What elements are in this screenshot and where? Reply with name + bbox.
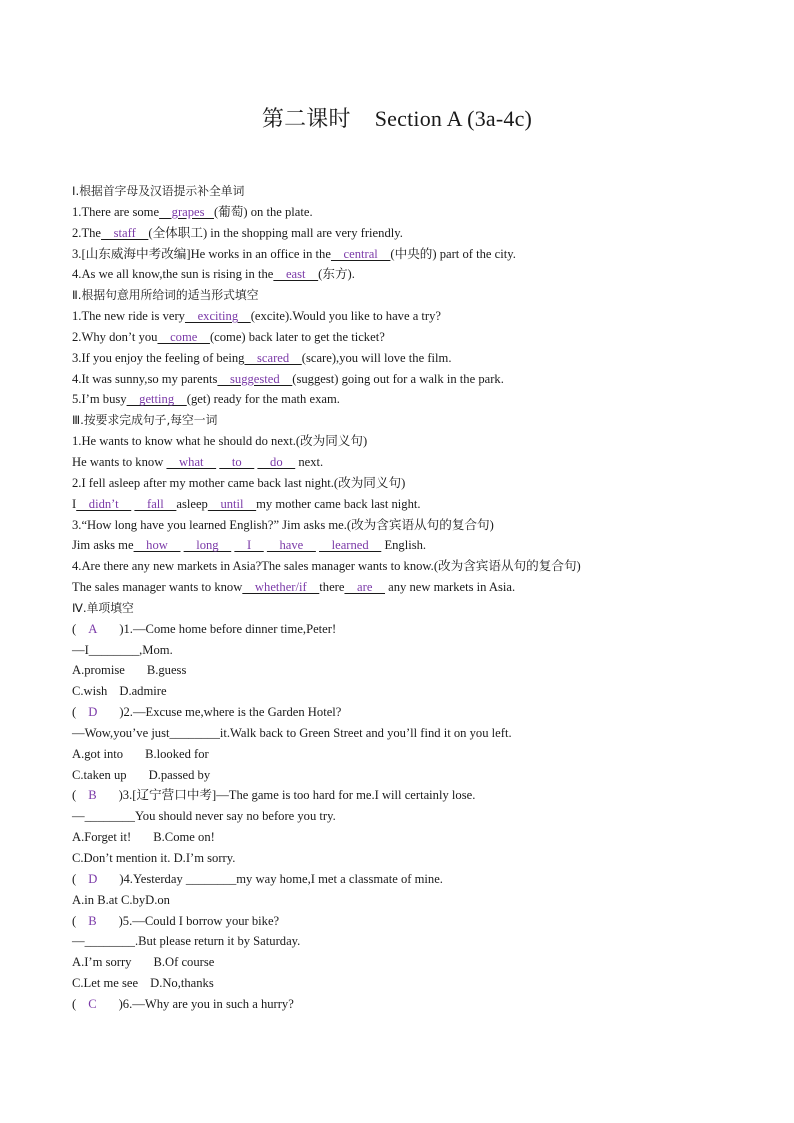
part3-heading: Ⅲ.按要求完成句子,每空一词 <box>72 413 218 428</box>
answer: getting <box>126 392 187 407</box>
answer: staff <box>101 225 149 240</box>
part4-q5-options-ab: A.I’m sorry B.Of course <box>72 955 215 970</box>
part4-q2-options-ab: A.got into B.looked for <box>72 746 209 761</box>
part1-q3: 3.[山东威海中考改编]He works in an office in the central (中央的) part of the city. <box>72 246 516 261</box>
choice-answer: B <box>88 913 97 928</box>
exercise-content <box>72 181 752 1015</box>
part3-q3-prompt: 3.“How long have you learned English?” Jim asks me.(改为含宾语从句的复合句) <box>72 517 494 532</box>
part3-q1-prompt: 1.He wants to know what he should do next.(改为同义句) <box>72 434 368 449</box>
part3-q4-answer: The sales manager wants to know whether/if there are any new markets in Asia. <box>72 580 516 595</box>
part3-q4-prompt: 4.Are there any new markets in Asia?The sales manager wants to know.(改为含宾语从句的复合句) <box>72 559 581 574</box>
part4-q3-stem: ( B )3.[辽宁营口中考]—The game is too hard for me.I will certainly lose. <box>72 788 476 803</box>
part3-q2-prompt: 2.I fell asleep after my mother came back last night.(改为同义句) <box>72 475 406 490</box>
part3-q2-answer: I didn’t fall asleep until my mother came back last night. <box>72 496 421 511</box>
choice-answer: A <box>88 621 98 636</box>
part4-q3-reply: —________You should never say no before you try. <box>72 809 336 824</box>
answer: suggested <box>217 371 293 386</box>
answer: come <box>157 329 210 344</box>
part2-q3: 3.If you enjoy the feeling of being scared (scare),you will love the film. <box>72 350 452 365</box>
title-en: Section A (3a-4c) <box>374 106 533 131</box>
part4-q6-stem: ( C )6.—Why are you in such a hurry? <box>72 996 294 1011</box>
answer: scared <box>244 350 302 365</box>
choice-answer: D <box>88 871 98 886</box>
choice-answer: B <box>88 788 97 803</box>
part4-q3-options-ab: A.Forget it! B.Come on! <box>72 830 215 845</box>
part1-heading: Ⅰ.根据首字母及汉语提示补全单词 <box>72 184 245 198</box>
answer: exciting <box>184 309 251 324</box>
part3-q3-answer: Jim asks me how long I have learned English. <box>72 538 427 553</box>
part4-q5-stem: ( B )5.—Could I borrow your bike? <box>72 913 280 928</box>
part1-q1: 1.There are some grapes (葡萄) on the plate. <box>72 204 313 219</box>
part4-q2-reply: —Wow,you’ve just________it.Walk back to Green Street and you’ll find it on you left. <box>72 725 512 740</box>
title-cn: 第二课时 <box>261 106 351 131</box>
part2-q2: 2.Why don’t you come (come) back later to get the ticket? <box>72 329 385 344</box>
part4-q3-options-cd: C.Don’t mention it. D.I’m sorry. <box>72 851 236 865</box>
page-title <box>0 102 794 133</box>
part3-q1-answer: He wants to know what to do next. <box>72 454 324 469</box>
part1-q4: 4.As we all know,the sun is rising in the east (东方). <box>72 267 355 282</box>
part4-q2-stem: ( D )2.—Excuse me,where is the Garden Hotel? <box>72 705 342 720</box>
part4-q5-options-cd: C.Let me see D.No,thanks <box>72 976 214 991</box>
part4-q1-stem: ( A )1.—Come home before dinner time,Peter! <box>72 621 337 636</box>
part2-q4: 4.It was sunny,so my parents suggested (suggest) going out for a walk in the park. <box>72 371 504 386</box>
part4-heading: Ⅳ.单项填空 <box>72 600 134 615</box>
part4-q1-options-cd: C.wish D.admire <box>72 684 167 699</box>
part4-q1-reply: —I________,Mom. <box>72 642 173 657</box>
part2-heading: Ⅱ.根据句意用所给词的适当形式填空 <box>72 288 259 303</box>
choice-answer: C <box>88 996 97 1011</box>
answer: central <box>330 246 391 261</box>
answer: grapes <box>159 204 214 219</box>
part4-q4-options: A.in B.at C.byD.on <box>72 892 170 907</box>
answer: east <box>273 267 319 282</box>
part4-q2-options-cd: C.taken up D.passed by <box>72 767 211 782</box>
part2-q5: 5.I’m busy getting (get) ready for the math exam. <box>72 392 340 407</box>
part4-q5-reply: —________.But please return it by Saturday. <box>72 934 301 949</box>
part1-q2: 2.The staff (全体职工) in the shopping mall are very friendly. <box>72 225 403 240</box>
choice-answer: D <box>88 705 98 720</box>
part2-q1: 1.The new ride is very exciting (excite).Would you like to have a try? <box>72 309 442 324</box>
part4-q1-options-ab: A.promise B.guess <box>72 663 187 678</box>
part4-q4-stem: ( D )4.Yesterday ________my way home,I met a classmate of mine. <box>72 871 443 886</box>
